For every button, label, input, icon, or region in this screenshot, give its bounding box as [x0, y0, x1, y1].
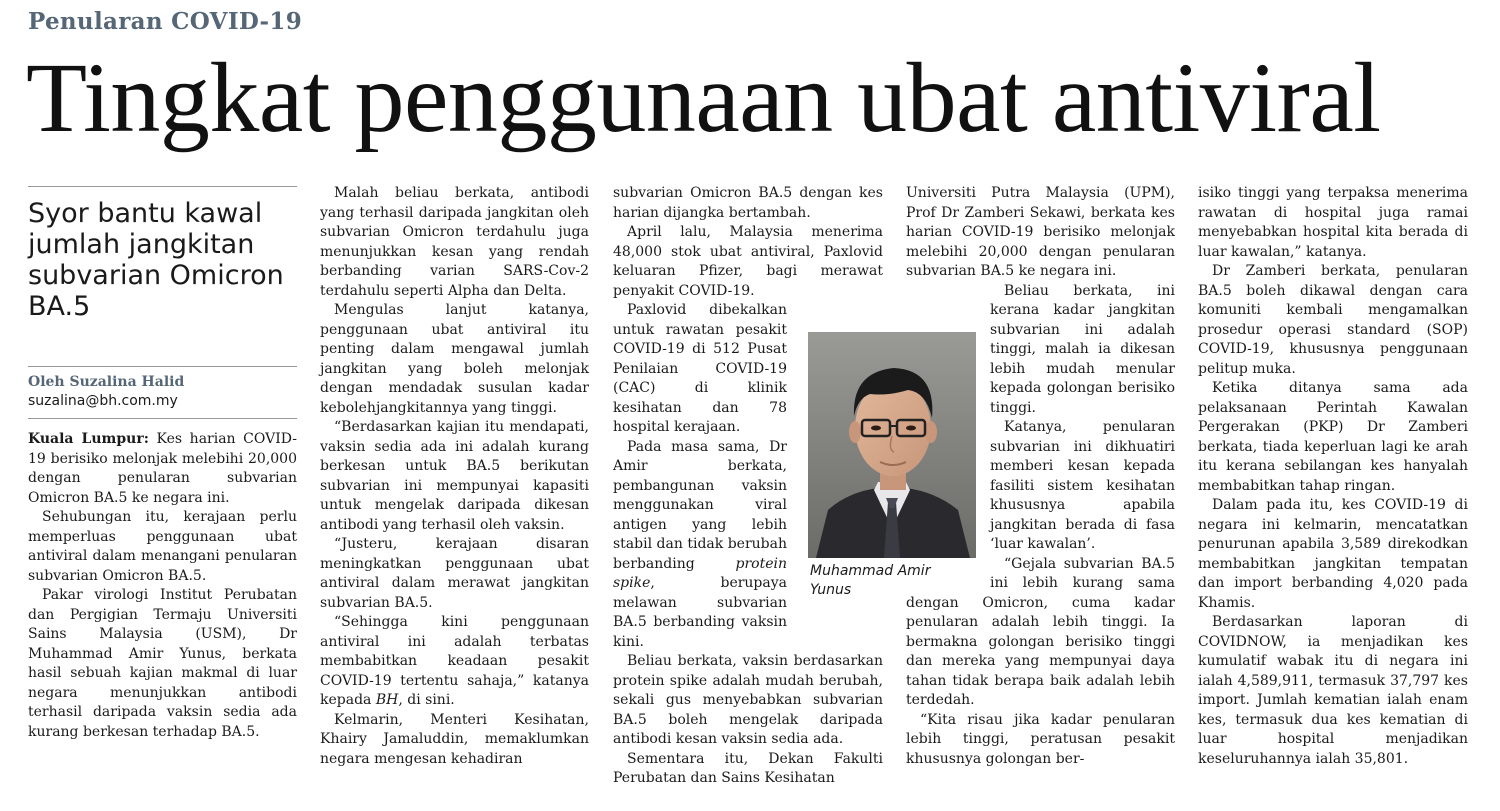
paragraph: Beliau berkata, vaksin berdasarkan protein spike adalah mudah berubah, sekali gus menyebabkan subvarian BA.5 boleh mengelak daripada antibodi kesan vaksin sedia ada.	[613, 653, 883, 747]
paragraph-text: , di sini.	[398, 692, 455, 708]
paragraph: Kelmarin, Menteri Kesihatan, Khairy Jamaluddin, memaklumkan negara mengesan kehadiran	[320, 711, 589, 767]
byline-email: suzalina@bh.com.my	[28, 393, 178, 409]
paragraph: Katanya, penularan subvarian ini dikhuatiri memberi kesan kepada fasiliti sistem kesihatan khususnya apabila jangkitan berada di fasa ‘luar kawalan’.	[990, 419, 1175, 552]
section-kicker: Penularan COVID-19	[28, 8, 303, 35]
paragraph: “Kita risau jika kadar penularan lebih tinggi, peratusan pesakit khususnya golongan ber-	[906, 711, 1175, 767]
emphasis-term: protein spike	[613, 555, 787, 591]
paragraph: Mengulas lanjut katanya, penggunaan ubat antiviral itu penting dalam mengawal jumlah jangkitan yang boleh melonjak dengan mendadak susulan kadar kebolehjangkitannya yang tinggi.	[320, 302, 589, 416]
paragraph-text: Kes harian COVID-19 berisiko melonjak melebihi 20,000 dengan penularan subvarian Omicron BA.5 ke negara ini.	[28, 431, 297, 506]
paragraph: Malah beliau berkata, antibodi yang terhasil daripada jangkitan oleh subvarian Omicron terdahulu juga menunjukkan kesan yang rendah berbanding varian SARS-Cov-2 terdahulu seperti Alpha dan Delta.	[320, 185, 589, 299]
paragraph: Universiti Putra Malaysia (UPM), Prof Dr Zamberi Sekawi, berkata kes harian COVID-19 berisiko melonjak melebihi 20,000 dengan penularan subvarian BA.5 ke negara ini.	[906, 185, 1175, 279]
paragraph-text: “Sehingga kini penggunaan antiviral ini adalah terbatas membabitkan keadaan pesakit COVID-19 tertentu sahaja,” katanya kepada	[320, 614, 589, 708]
article-column-1	[28, 430, 297, 742]
article-column-2	[320, 184, 589, 769]
paragraph: April lalu, Malaysia menerima 48,000 stok ubat antiviral, Paxlovid keluaran Pfizer, bagi merawat penyakit COVID-19.	[613, 224, 883, 299]
paragraph: Sementara itu, Dekan Fakulti Perubatan dan Sains Kesihatan	[613, 750, 883, 786]
paragraph	[28, 430, 297, 508]
photo-caption: Muhammad Amir Yunus	[810, 563, 931, 598]
portrait-illustration	[808, 332, 976, 558]
paragraph-text: , berupaya melawan subvarian BA.5 berbanding vaksin kini.	[613, 575, 787, 650]
paragraph: Beliau berkata, ini kerana kadar jangkitan subvarian ini adalah tinggi, malah ia dikesan lebih mudah menular kepada golongan berisiko tinggi.	[990, 282, 1175, 416]
byline-author: Oleh Suzalina Halid	[28, 374, 185, 390]
publication-name: BH	[375, 692, 399, 708]
portrait-photo	[808, 332, 976, 558]
paragraph: Paxlovid dibekalkan untuk rawatan pesakit COVID-19 di 512 Pusat Penilaian COVID-19 (CAC) di klinik kesihatan dan 78 hospital kerajaan.	[613, 302, 787, 435]
paragraph	[320, 613, 589, 711]
paragraph: “Justeru, kerajaan disaran meningkatkan penggunaan ubat antiviral dalam merawat jangkitan subvarian BA.5.	[320, 536, 589, 611]
paragraph: Pakar virologi Institut Perubatan dan Pergigian Termaju Universiti Sains Malaysia (USM), Dr Muhammad Amir Yunus, berkata hasil sebuah kajian makmal di luar negara menunjukkan antibodi terhasil daripada vaksin sedia ada kurang berkesan terhadap BA.5.	[28, 587, 297, 740]
paragraph: Dalam pada itu, kes COVID-19 di negara ini kelmarin, mencatatkan penurunan apabila 3,589 direkodkan membabitkan jangkitan tempatan dan import berbanding 4,020 pada Khamis.	[1198, 497, 1468, 611]
paragraph: Sehubungan itu, kerajaan perlu memperluas penggunaan ubat antiviral dalam menangani penularan subvarian Omicron BA.5.	[28, 509, 297, 584]
paragraph: Ketika ditanya sama ada pelaksanaan Perintah Kawalan Pergerakan (PKP) Dr Zamberi berkata, tiada keperluan lagi ke arah itu kerana sebilangan kes hanyalah membabitkan tahap ringan.	[1198, 380, 1468, 494]
paragraph-text: Pada masa sama, Dr Amir berkata, pembangunan vaksin menggunakan viral antigen yang lebih stabil dan tidak berubah berbanding	[613, 438, 787, 572]
dateline: Kuala Lumpur:	[28, 431, 149, 447]
paragraph: “Gejala subvarian BA.5 ini lebih kurang sama dengan Omicron, cuma kadar penularan adalah lebih tinggi. Ia bermakna golongan berisiko tinggi dan mereka yang mempunyai daya tahan tidak berapa baik adalah lebih terdedah.	[906, 555, 1175, 708]
paragraph: subvarian Omicron BA.5 dengan kes harian dijangka bertambah.	[613, 185, 883, 221]
article-column-5	[1198, 184, 1468, 769]
byline-top-rule	[28, 366, 297, 367]
paragraph: isiko tinggi yang terpaksa menerima rawatan di hospital juga ramai menyebabkan hospital kita berada di luar kawalan,” katanya.	[1198, 185, 1468, 260]
paragraph: “Berdasarkan kajian itu mendapati, vaksin sedia ada ini adalah kurang berkesan untuk BA.5 berikutan subvarian ini mempunyai kapasiti untuk mengelak daripada dikesan antibodi yang terhasil oleh vaksin.	[320, 419, 589, 533]
subhead-top-rule	[28, 186, 297, 187]
byline-bottom-rule	[28, 418, 297, 419]
paragraph: Dr Zamberi berkata, penularan BA.5 boleh dikawal dengan cara komuniti kembali mengamalkan prosedur operasi standard (SOP) COVID-19, khususnya penggunaan pelitup muka.	[1198, 263, 1468, 377]
headline: Tingkat penggunaan ubat antiviral	[26, 42, 1381, 153]
paragraph: Berdasarkan laporan di COVIDNOW, ia menjadikan kes kumulatif wabak itu di negara ini ialah 4,589,911, termasuk 37,797 kes import. Jumlah kematian ialah enam kes, termasuk dua kes kematian di luar hospital menjadikan keseluruhannya ialah 35,801.	[1198, 614, 1468, 767]
subheadline: Syor bantu kawal jumlah jangkitan subvarian Omicron BA.5	[28, 198, 284, 322]
